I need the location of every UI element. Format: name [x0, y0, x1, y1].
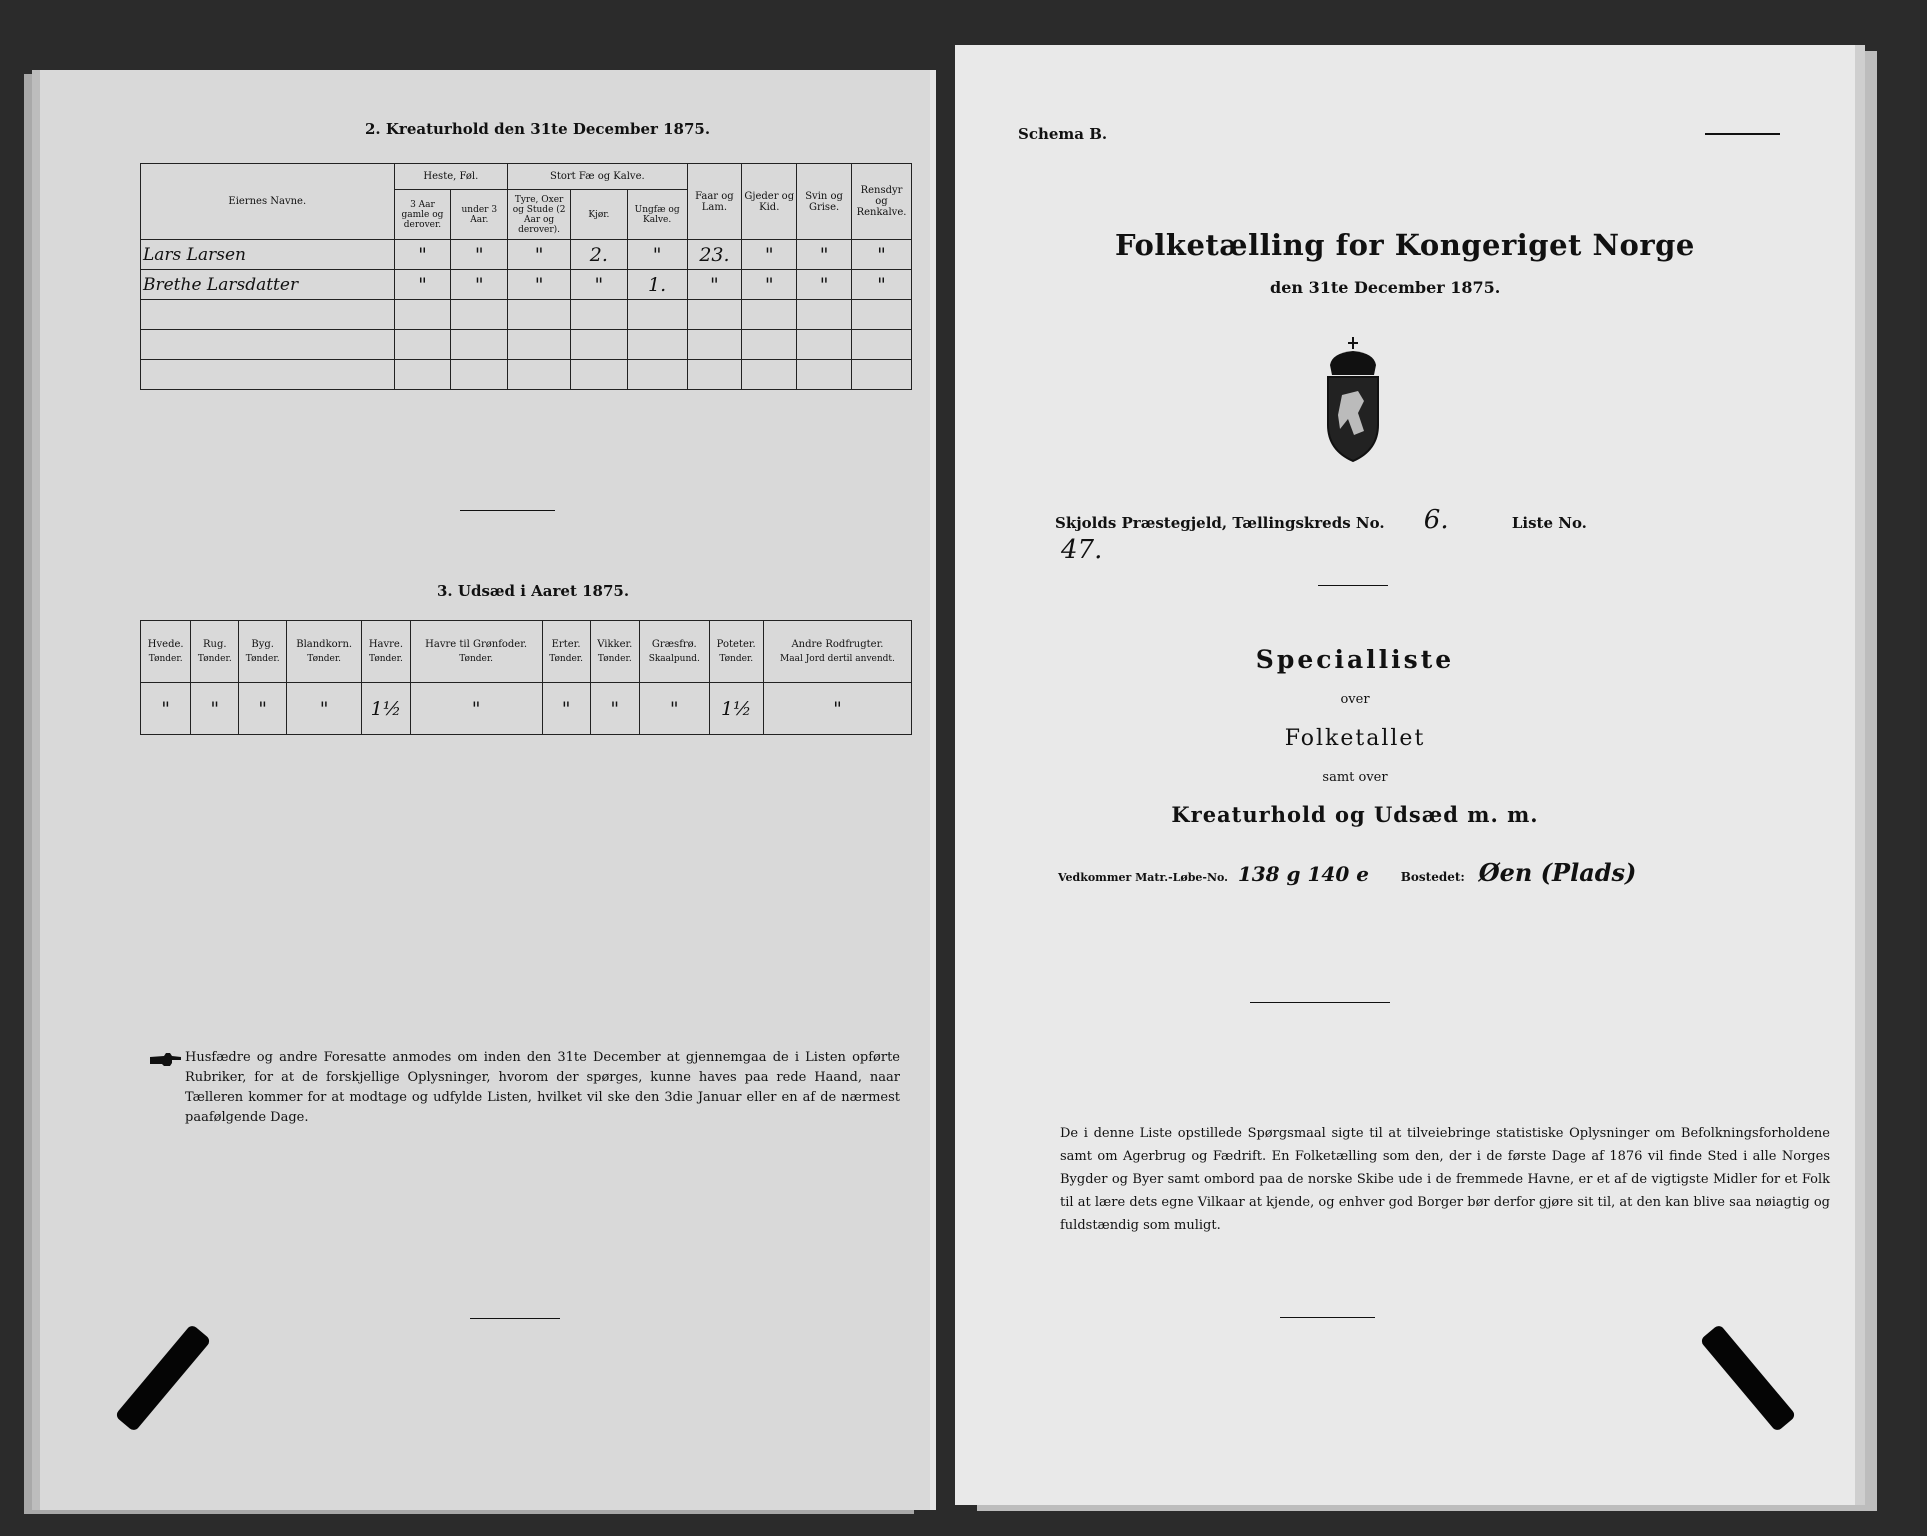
- over-label: over: [1340, 692, 1370, 707]
- seed-value: ": [410, 683, 542, 735]
- kreaturhold-label: Kreaturhold og Udsæd m. m.: [1171, 802, 1539, 827]
- seed-crop-label: Rug.: [203, 639, 227, 650]
- livestock-cell: [851, 300, 911, 330]
- livestock-cell: [742, 300, 797, 330]
- section2-title: 2. Kreaturhold den 31te December 1875.: [365, 120, 711, 138]
- district-number: 6.: [1423, 505, 1449, 535]
- list-label: Liste No.: [1511, 514, 1587, 532]
- livestock-cell: ": [797, 270, 852, 300]
- census-title: Folketælling for Kongeriget Norge: [1115, 228, 1695, 262]
- seed-value: ": [287, 683, 362, 735]
- livestock-cell: ": [508, 240, 571, 270]
- livestock-row: [141, 270, 912, 300]
- schema-label: Schema B.: [1018, 125, 1108, 143]
- sheep-header: Faar og Lam.: [687, 164, 742, 240]
- divider-line: [1280, 1317, 1375, 1318]
- seed-crop-label: Græsfrø.: [651, 639, 697, 650]
- census-date: den 31te December 1875.: [1270, 278, 1501, 297]
- livestock-cell: ": [451, 240, 508, 270]
- seed-unit-label: Tønder.: [549, 654, 583, 664]
- livestock-cell: [394, 330, 451, 360]
- seed-header: [362, 621, 410, 683]
- owner-name: [141, 360, 395, 390]
- seed-unit-label: Tønder.: [197, 654, 232, 664]
- livestock-cell: [571, 300, 628, 330]
- horses-under3-header: under 3 Aar.: [451, 190, 508, 240]
- livestock-cell: [508, 330, 571, 360]
- livestock-cell: [508, 300, 571, 330]
- livestock-cell: ": [627, 240, 687, 270]
- seed-crop-label: Blandkorn.: [296, 639, 353, 650]
- bosted-value: Øen (Plads): [1478, 858, 1637, 887]
- seed-crop-label: Poteter.: [716, 639, 756, 650]
- livestock-row: [141, 330, 912, 360]
- livestock-cell: [851, 330, 911, 360]
- owner-name: Brethe Larsdatter: [141, 270, 395, 300]
- livestock-cell: 2.: [571, 240, 628, 270]
- seed-header: [590, 621, 640, 683]
- livestock-cell: [851, 360, 911, 390]
- livestock-cell: [394, 300, 451, 330]
- horses-3plus-header: 3 Aar gamle og derover.: [394, 190, 451, 240]
- livestock-cell: [451, 360, 508, 390]
- cattle-header: Stort Fæ og Kalve.: [508, 164, 687, 190]
- top-rule: [1705, 133, 1780, 135]
- livestock-cell: 1.: [627, 270, 687, 300]
- divider-line: [1250, 1002, 1390, 1003]
- livestock-cell: [687, 330, 742, 360]
- samt-over-label: samt over: [1322, 770, 1388, 785]
- seed-header: [239, 621, 287, 683]
- seed-header: [141, 621, 191, 683]
- seed-table: [140, 620, 912, 735]
- matr-label: Vedkommer Matr.-Løbe-No.: [1058, 871, 1228, 884]
- livestock-cell: [571, 330, 628, 360]
- livestock-cell: [797, 300, 852, 330]
- seed-header: [410, 621, 542, 683]
- seed-header: [640, 621, 709, 683]
- seed-value: ": [640, 683, 709, 735]
- seed-unit-label: Tønder.: [719, 654, 754, 664]
- divider-line: [460, 510, 555, 511]
- livestock-cell: [508, 360, 571, 390]
- livestock-cell: ": [394, 240, 451, 270]
- bulls-header: Tyre, Oxer og Stude (2 Aar og derover).: [508, 190, 571, 240]
- owner-name: [141, 330, 395, 360]
- seed-unit-label: Tønder.: [597, 654, 632, 664]
- seed-crop-label: Havre.: [368, 639, 404, 650]
- divider-line: [470, 1318, 560, 1319]
- seed-value: ": [141, 683, 191, 735]
- seed-unit-label: Skaalpund.: [648, 654, 700, 664]
- seed-value: ": [763, 683, 911, 735]
- seed-value: 1½: [709, 683, 763, 735]
- seed-value: ": [239, 683, 287, 735]
- bosted-label: Bostedet:: [1400, 870, 1465, 884]
- seed-unit-label: Tønder.: [307, 654, 342, 664]
- seed-value: ": [191, 683, 239, 735]
- livestock-row: [141, 300, 912, 330]
- cows-header: Kjør.: [571, 190, 628, 240]
- livestock-cell: [451, 300, 508, 330]
- seed-crop-label: Hvede.: [147, 639, 184, 650]
- list-number: 47.: [1061, 535, 1103, 565]
- seed-unit-label: Tønder.: [369, 654, 403, 664]
- parish-label: Skjolds Præstegjeld, Tællingskreds No.: [1055, 514, 1385, 532]
- young-cattle-header: Ungfæ og Kalve.: [627, 190, 687, 240]
- livestock-cell: 23.: [687, 240, 742, 270]
- seed-header: [287, 621, 362, 683]
- livestock-cell: ": [851, 240, 911, 270]
- livestock-cell: ": [394, 270, 451, 300]
- livestock-cell: [394, 360, 451, 390]
- livestock-cell: ": [797, 240, 852, 270]
- owner-name: [141, 300, 395, 330]
- seed-header: [763, 621, 911, 683]
- livestock-cell: ": [742, 240, 797, 270]
- livestock-cell: ": [851, 270, 911, 300]
- explanation-text: De i denne Liste opstillede Spørgsmaal sigte til at tilveiebringe statistiske Oplysninger om Befolkningsforholdene samt om Agerbrug og Fædrift. En Folketælling som den, der i de første Dage af 1876 vil finde Sted i alle Norges Bygder og Byer samt ombord paa de norske Skibe ude i de fremmede Havne, er et af de vigtigste Midler for et Folk til at lære dets egne Vilkaar at kjende, og enhver god Borger bør derfor gjøre sit til, at den kan blive saa nøiagtig og fuldstændig som muligt.: [1060, 1126, 1830, 1233]
- livestock-cell: ": [508, 270, 571, 300]
- livestock-table: [140, 163, 912, 390]
- livestock-cell: [627, 300, 687, 330]
- goats-header: Gjeder og Kid.: [742, 164, 797, 240]
- livestock-cell: ": [687, 270, 742, 300]
- livestock-cell: [797, 330, 852, 360]
- specialliste-heading: Specialliste: [1255, 645, 1455, 674]
- seed-unit-label: Maal Jord dertil anvendt.: [780, 654, 895, 664]
- seed-unit-label: Tønder.: [459, 654, 494, 664]
- matr-number: 138 g 140 e: [1237, 862, 1369, 886]
- livestock-cell: [687, 360, 742, 390]
- notice-text: Husfædre og andre Foresatte anmodes om inden den 31te December at gjennemgaa de i Listen opførte Rubriker, for at de forskjellige Oplysninger, hvorom der spørges, kunne haves paa rede Haand, naar Tælleren kommer for at modtage og udfylde Listen, hvilket vil ske den 3die Januar eller en af de nærmest paafølgende Dage.: [185, 1050, 900, 1125]
- livestock-cell: ": [571, 270, 628, 300]
- livestock-cell: ": [742, 270, 797, 300]
- owner-name: Lars Larsen: [141, 240, 395, 270]
- seed-header: [542, 621, 590, 683]
- matr-line: [1058, 858, 1678, 887]
- pointing-hand-icon: [150, 1052, 182, 1070]
- seed-crop-label: Andre Rodfrugter.: [791, 639, 884, 650]
- livestock-cell: [742, 330, 797, 360]
- seed-crop-label: Havre til Grønfoder.: [425, 639, 528, 650]
- livestock-cell: [627, 330, 687, 360]
- seed-header: [709, 621, 763, 683]
- seed-crop-label: Vikker.: [597, 639, 633, 650]
- reindeer-header: Rensdyr og Renkalve.: [851, 164, 911, 240]
- seed-value: ": [590, 683, 640, 735]
- livestock-row: [141, 360, 912, 390]
- livestock-cell: [687, 300, 742, 330]
- parish-line: [1055, 505, 1615, 565]
- seed-crop-label: Erter.: [551, 639, 581, 650]
- seed-unit-label: Tønder.: [245, 654, 280, 664]
- livestock-cell: [627, 360, 687, 390]
- seed-crop-label: Byg.: [251, 639, 274, 650]
- seed-value: ": [542, 683, 590, 735]
- folketallet-label: Folketallet: [1284, 726, 1426, 751]
- livestock-row: [141, 240, 912, 270]
- section3-title: 3. Udsæd i Aaret 1875.: [437, 582, 630, 600]
- seed-header: [191, 621, 239, 683]
- livestock-cell: [451, 330, 508, 360]
- divider-line: [1318, 585, 1388, 586]
- horses-header: Heste, Føl.: [394, 164, 508, 190]
- livestock-cell: [571, 360, 628, 390]
- seed-value: 1½: [362, 683, 410, 735]
- pigs-header: Svin og Grise.: [797, 164, 852, 240]
- livestock-cell: ": [451, 270, 508, 300]
- coat-of-arms-seal: [1318, 335, 1388, 465]
- owner-header: Eiernes Navne.: [141, 164, 395, 240]
- seed-unit-label: Tønder.: [148, 654, 183, 664]
- livestock-cell: [797, 360, 852, 390]
- livestock-cell: [742, 360, 797, 390]
